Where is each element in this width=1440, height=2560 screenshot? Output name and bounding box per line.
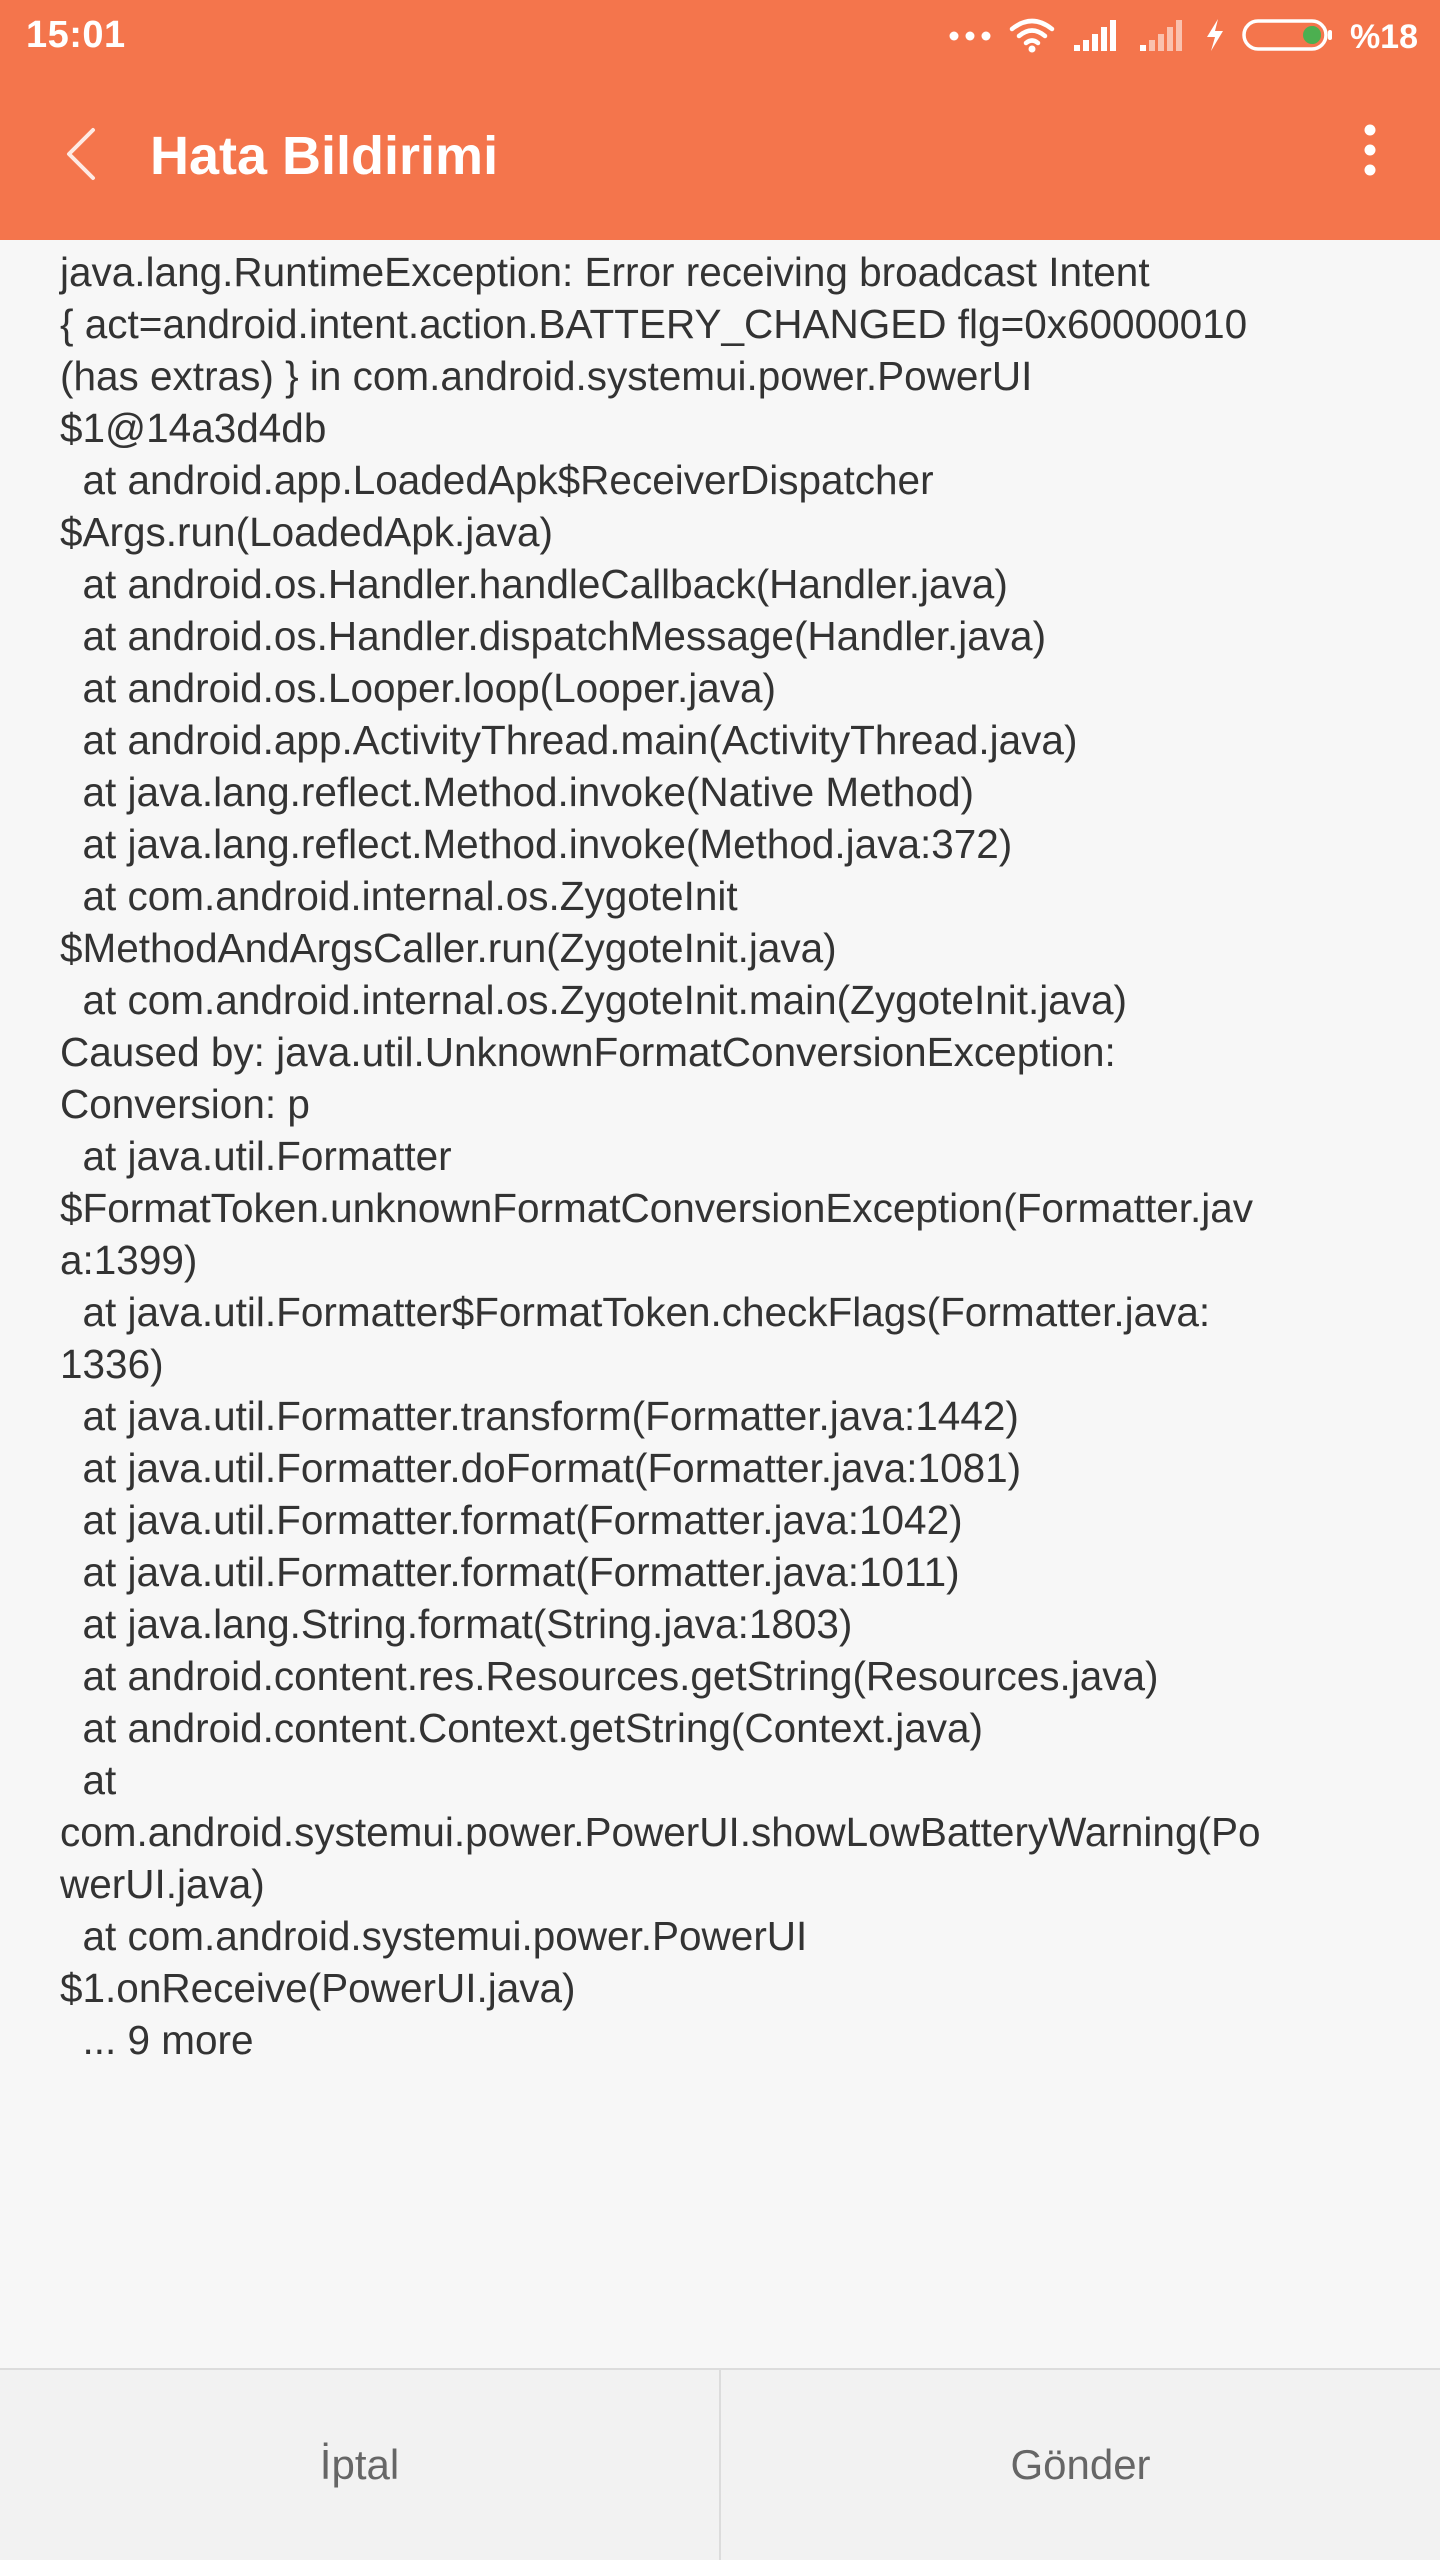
trace-line: at java.lang.reflect.Method.invoke(Method.java:372) xyxy=(60,821,1013,867)
trace-line: a:1399) xyxy=(60,1237,198,1283)
trace-line: at android.os.Handler.dispatchMessage(Handler.java) xyxy=(60,613,1047,659)
trace-line: at android.app.LoadedApk$ReceiverDispatcher xyxy=(60,457,934,503)
trace-line: java.lang.RuntimeException: Error receiving broadcast Intent xyxy=(60,249,1150,295)
trace-line: at java.util.Formatter$FormatToken.checkFlags(Formatter.java: xyxy=(60,1289,1211,1335)
error-report-content[interactable] xyxy=(0,240,1440,2368)
signal-weak-icon xyxy=(1138,17,1188,58)
trace-line: $FormatToken.unknownFormatConversionException(Formatter.jav xyxy=(60,1185,1254,1231)
trace-line: at java.util.Formatter xyxy=(60,1133,452,1179)
trace-line: at com.android.systemui.power.PowerUI xyxy=(60,1913,808,1959)
trace-line: at java.lang.String.format(String.java:1803) xyxy=(60,1601,853,1647)
trace-line: at android.content.res.Resources.getString(Resources.java) xyxy=(60,1653,1159,1699)
status-bar xyxy=(0,0,1440,72)
page-title: Hata Bildirimi xyxy=(150,126,499,186)
trace-line: werUI.java) xyxy=(60,1861,265,1907)
charging-bolt-icon xyxy=(1204,17,1226,58)
trace-line: at com.android.internal.os.ZygoteInit xyxy=(60,873,738,919)
more-vertical-icon xyxy=(1360,122,1380,183)
stack-trace xyxy=(60,246,1390,2066)
battery-percent: %18 xyxy=(1349,17,1418,56)
trace-line: 1336) xyxy=(60,1341,164,1387)
send-button[interactable]: Gönder xyxy=(1010,2441,1151,2488)
cancel-button[interactable]: İptal xyxy=(319,2441,400,2488)
trace-line: com.android.systemui.power.PowerUI.showLowBatteryWarning(Po xyxy=(60,1809,1261,1855)
chevron-left-icon xyxy=(61,124,101,189)
trace-line: $Args.run(LoadedApk.java) xyxy=(60,509,554,555)
trace-line: at com.android.internal.os.ZygoteInit.main(ZygoteInit.java) xyxy=(60,977,1128,1023)
status-icons xyxy=(948,12,1418,62)
back-button[interactable] xyxy=(46,118,116,194)
trace-line: Caused by: java.util.UnknownFormatConversionException: xyxy=(60,1029,1116,1075)
trace-line: at java.util.Formatter.format(Formatter.java:1042) xyxy=(60,1497,963,1543)
app-bar xyxy=(0,72,1440,240)
status-time: 15:01 xyxy=(26,14,126,56)
trace-line: at java.util.Formatter.transform(Formatter.java:1442) xyxy=(60,1393,1019,1439)
trace-line: Conversion: p xyxy=(60,1081,310,1127)
trace-line: ... 9 more xyxy=(60,2017,254,2063)
trace-line: (has extras) } in com.android.systemui.power.PowerUI xyxy=(60,353,1033,399)
trace-line: at android.os.Looper.loop(Looper.java) xyxy=(60,665,777,711)
trace-line: at xyxy=(60,1757,117,1803)
trace-line: { act=android.intent.action.BATTERY_CHANGED flg=0x60000010 xyxy=(60,301,1248,347)
trace-line: $MethodAndArgsCaller.run(ZygoteInit.java) xyxy=(60,925,837,971)
trace-line: $1@14a3d4db xyxy=(60,405,327,451)
trace-line: at android.app.ActivityThread.main(ActivityThread.java) xyxy=(60,717,1078,763)
signal-icon xyxy=(1072,17,1122,58)
more-options-button[interactable] xyxy=(1340,112,1400,192)
trace-line: at java.util.Formatter.doFormat(Formatter.java:1081) xyxy=(60,1445,1022,1491)
trace-line: at java.lang.reflect.Method.invoke(Native Method) xyxy=(60,769,974,815)
footer-actions xyxy=(0,2368,1440,2560)
battery-icon xyxy=(1242,18,1334,57)
trace-line: at java.util.Formatter.format(Formatter.java:1011) xyxy=(60,1549,960,1595)
trace-line: at android.os.Handler.handleCallback(Handler.java) xyxy=(60,561,1008,607)
trace-line: $1.onReceive(PowerUI.java) xyxy=(60,1965,576,2011)
trace-line: at android.content.Context.getString(Context.java) xyxy=(60,1705,984,1751)
more-dots-icon xyxy=(948,28,992,47)
wifi-icon xyxy=(1008,17,1056,58)
